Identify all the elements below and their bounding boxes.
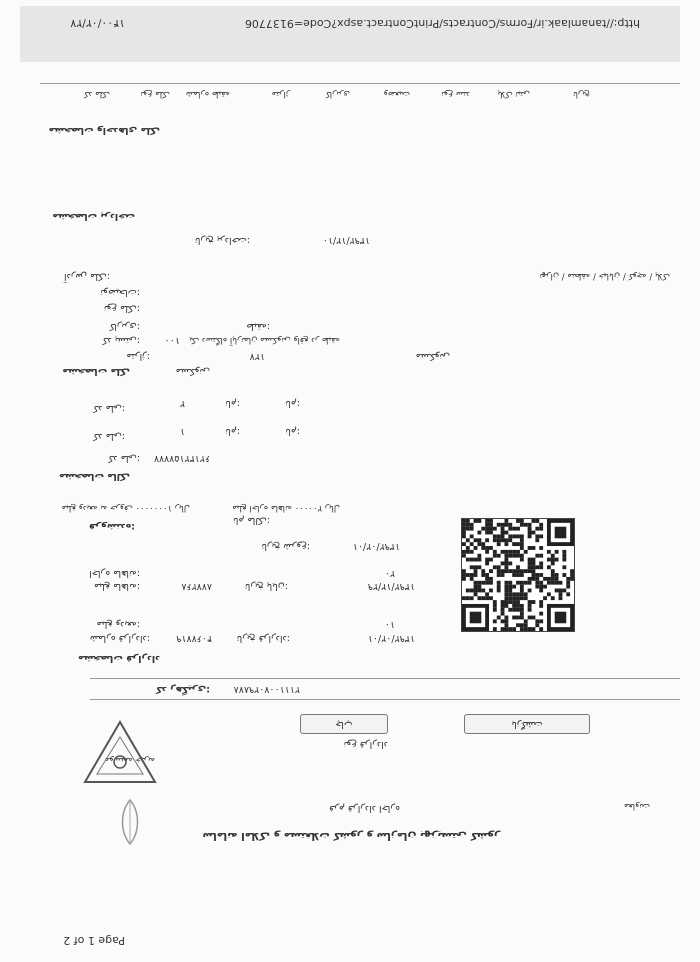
rent-label: اجاره ماهانه: [89, 568, 140, 579]
owner-note: فروشنده: [88, 521, 135, 532]
use-label: کاربری: [109, 321, 140, 332]
org-right: موسسه خیریه [104, 755, 155, 765]
start-date-label: تاریخ شروع: [261, 541, 310, 552]
party-1-col: نام: [225, 426, 240, 437]
owner-name-label: نام مالک: [232, 515, 270, 526]
party-2-col: نام: [225, 398, 240, 409]
party-1-label: کد ملی: [93, 431, 125, 442]
payment-deposit-text: مبلغ ودیعه به حروف ۱۰۰۰۰۰۰۰ ریال [61, 503, 190, 513]
note-value: یک دستگاه آپارتمان مسکونی واقع در طبقه [189, 335, 340, 345]
note-label: توضیحات: [100, 287, 140, 298]
tracking-label: کد رهگیری: [155, 684, 210, 695]
emblem-icon [100, 792, 160, 852]
address-value: تهران / منطقه / خیابان / کوچه / پلاک [539, 271, 670, 281]
property-section-title: مشخصات ملک [62, 366, 130, 377]
qr-code-graphic [462, 519, 574, 631]
table-header-cell: متراژ [271, 89, 290, 99]
national-id-value: ۶۲۱۳۲۱۵۷۷۷۷ [153, 453, 210, 464]
rent-value: ۲۰ [384, 568, 395, 579]
deposit-value: ۱۰ [384, 619, 395, 630]
page-label: Page 1 of 2 [63, 934, 125, 947]
page-subtitle: فرم قرارداد اجاره [329, 803, 400, 814]
org-left: معاونت [623, 801, 650, 811]
party-2-col2: نام: [285, 398, 300, 409]
address-label: آدرس ملک: [63, 271, 110, 282]
print-header-band [20, 6, 680, 62]
contract-date-label: تاریخ قرارداد: [236, 633, 290, 644]
contract-type-heading: نوع قرارداد [343, 739, 388, 750]
contract-date-value: ۱۳۹۲/۰۲/۰۱ [367, 633, 415, 644]
payment-rent-text: مبلغ اجاره ماهانه ۲۰۰۰۰۰ ریال [232, 503, 340, 513]
table-header-cell: شماره طبقه [185, 89, 230, 99]
table-header-cell: پلاک ثبتی [497, 89, 530, 99]
party-1-value: ۱ [179, 426, 185, 437]
qr-code [461, 518, 575, 632]
postal-value: ۱۰۰ [164, 335, 180, 346]
table-header-cell: نوع ملک [140, 89, 170, 99]
contract-no-label: شماره قرارداد: [89, 633, 150, 644]
tracking-value: ۲۱۱۱۰۰۷۰۲۹۸۷۸ [233, 684, 300, 695]
divider [90, 678, 680, 679]
print-date: ۱۴۰۰/۰۲/۲۷ [70, 17, 125, 30]
area-label: متراژ: [126, 351, 150, 362]
deposit-label: مبلغ ودیعه: [96, 619, 140, 630]
monthly-amount-value: ۸۷۷۲۶۸ [181, 581, 212, 592]
type-label: نوع ملک: [103, 303, 140, 314]
payment-date-label: تاریخ پرداخت: [194, 235, 250, 246]
national-id-label: کد ملی: [108, 453, 140, 464]
payment-date-value: ۱۳۹۲/۱۲/۱۰ [322, 235, 370, 246]
payment-section-title: مشخصات پرداخت [52, 211, 135, 222]
table-header-cell: کد ملک [83, 89, 110, 99]
monthly-amount-label: مبلغ ماهانه: [93, 581, 140, 592]
party-2-value: ۲ [179, 398, 185, 409]
postal-label: کد پستی: [102, 335, 140, 346]
url-text[interactable]: http://tanamlaak.ir/Forms/Contracts/PrintContract.aspx?Code=9137706 [244, 17, 640, 30]
page-title: سامانه املاک و مستغلات کشور و سازمان بهزیستی کشور [202, 830, 500, 842]
table-header-cell: تاریخ [573, 89, 590, 99]
end-date-value: ۱۳۹۲/۱۲/۲۹ [367, 581, 415, 592]
divider [90, 699, 680, 700]
table-divider [40, 83, 680, 84]
start-date-value: ۱۳۹۲/۰۲/۰۱ [352, 541, 400, 552]
table-section-title: مشخصات واحدهای ملک [48, 125, 160, 136]
back-button[interactable]: بازگشت [464, 714, 590, 734]
use-value: مسکونی [415, 351, 450, 362]
contract-section-title: مشخصات قرارداد [77, 653, 160, 664]
floor-label: طبقه: [246, 321, 270, 332]
table-header-cell: نوع سند [441, 89, 470, 99]
organization-logo [75, 712, 165, 792]
table-header-cell: وضعیت [383, 89, 410, 99]
property-type-value: مسکونی [175, 366, 210, 377]
table-header-cell: کاربری [325, 89, 350, 99]
print-button[interactable]: چاپ [300, 714, 388, 734]
end-date-label: تاریخ پایان: [244, 581, 288, 592]
owner-section-title: مشخصات مالک [59, 471, 130, 482]
area-value: ۱۲۷ [249, 351, 265, 362]
party-1-col2: نام: [285, 426, 300, 437]
party-2-label: کد ملی: [93, 403, 125, 414]
contract-no-value: ۴۰۶۷۷۱۹ [176, 633, 212, 644]
